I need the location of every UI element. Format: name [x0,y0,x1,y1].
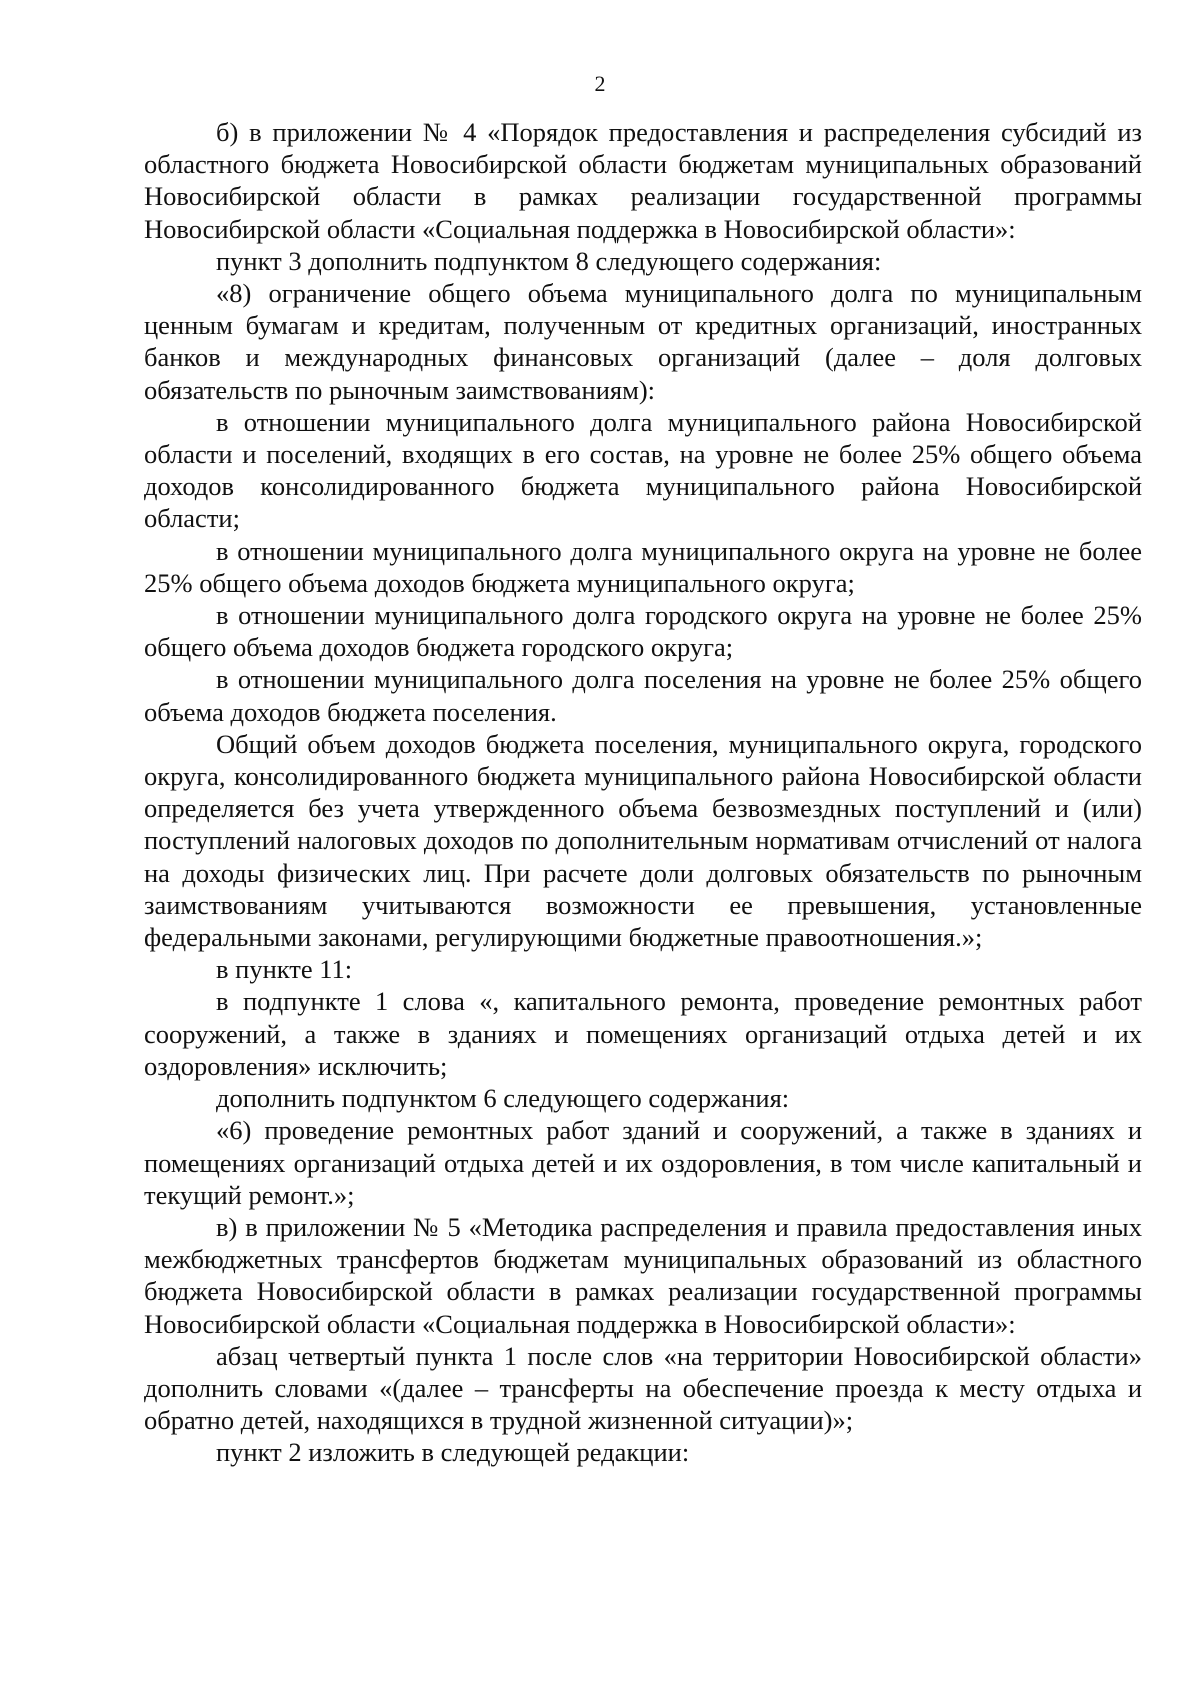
paragraph-subpoint-1-exclude: в подпункте 1 слова «, капитального ремонта, проведение ремонтных работ сооружений, а также в зданиях и помещениях организаций отдыха детей и их оздоровления» исключить; [144,986,1142,1081]
document-body [144,116,1142,1469]
paragraph-subpoint-6-supplement: дополнить подпунктом 6 следующего содержания: [216,1083,790,1114]
paragraph-subpoint-8: «8) ограничение общего объема муниципального долга по муниципальным ценным бумагам и кредитам, полученным от кредитных организаций, иностранных банков и международных финансовых организаций (далее – доля долговых обязательств по рыночным заимствованиям): [144,278,1142,405]
paragraph-municipal-district-debt: в отношении муниципального долга муниципального района Новосибирской области и поселений, входящих в его состав, на уровне не более 25% общего объема доходов консолидированного бюджета муниципального района Новосибирской области; [144,406,1142,534]
paragraph-city-okrug-debt: в отношении муниципального долга городского округа на уровне не более 25% общего объема доходов бюджета городского округа; [144,600,1142,663]
paragraph-appendix-5-intro: в) в приложении № 5 «Методика распределения и правила предоставления иных межбюджетных трансфертов бюджетам муниципальных образований из областного бюджета Новосибирской области в рамках реализации государственной программы Новосибирской области «Социальная поддержка в Новосибирской области»: [144,1211,1142,1339]
paragraph-point-1-fourth-abzac: абзац четвертый пункта 1 после слов «на территории Новосибирской области» дополнить словами «(далее – трансферты на обеспечение проезда к месту отдыха и обратно детей, находящихся в трудной жизненной ситуации)»; [144,1340,1142,1436]
paragraph-point-3-supplement: пункт 3 дополнить подпунктом 8 следующего содержания: [216,245,882,276]
page-number: 2 [594,71,606,96]
paragraph-settlement-debt: в отношении муниципального долга поселения на уровне не более 25% общего объема доходов бюджета поселения. [144,664,1142,727]
paragraph-municipal-okrug-debt: в отношении муниципального долга муниципального округа на уровне не более 25% общего объема доходов бюджета муниципального округа; [144,535,1142,598]
paragraph-appendix-4-intro: б) в приложении № 4 «Порядок предоставления и распределения субсидий из областного бюджета Новосибирской области бюджетам муниципальных образований Новосибирской области в рамках реализации государственной программы Новосибирской области «Социальная поддержка в Новосибирской области»: [144,117,1142,244]
paragraph-total-revenue: Общий объем доходов бюджета поселения, муниципального округа, городского округа, консолидированного бюджета муниципального района Новосибирской области определяется без учета утвержденного объема безвозмездных поступлений и (или) поступлений налоговых доходов по дополнительным нормативам отчислений от налога на доходы физических лиц. При расчете доли долговых обязательств по рыночным заимствованиям учитываются возможности ее превышения, установленные федеральными законами, регулирующими бюджетные правоотношения.»; [144,728,1142,953]
paragraph-point-11: в пункте 11: [216,954,353,985]
paragraph-point-2-new-edition: пункт 2 изложить в следующей редакции: [216,1437,690,1468]
paragraph-subpoint-6: «6) проведение ремонтных работ зданий и сооружений, а также в зданиях и помещениях организаций отдыха детей и их оздоровления, в том числе капитальный и текущий ремонт.»; [144,1115,1142,1210]
